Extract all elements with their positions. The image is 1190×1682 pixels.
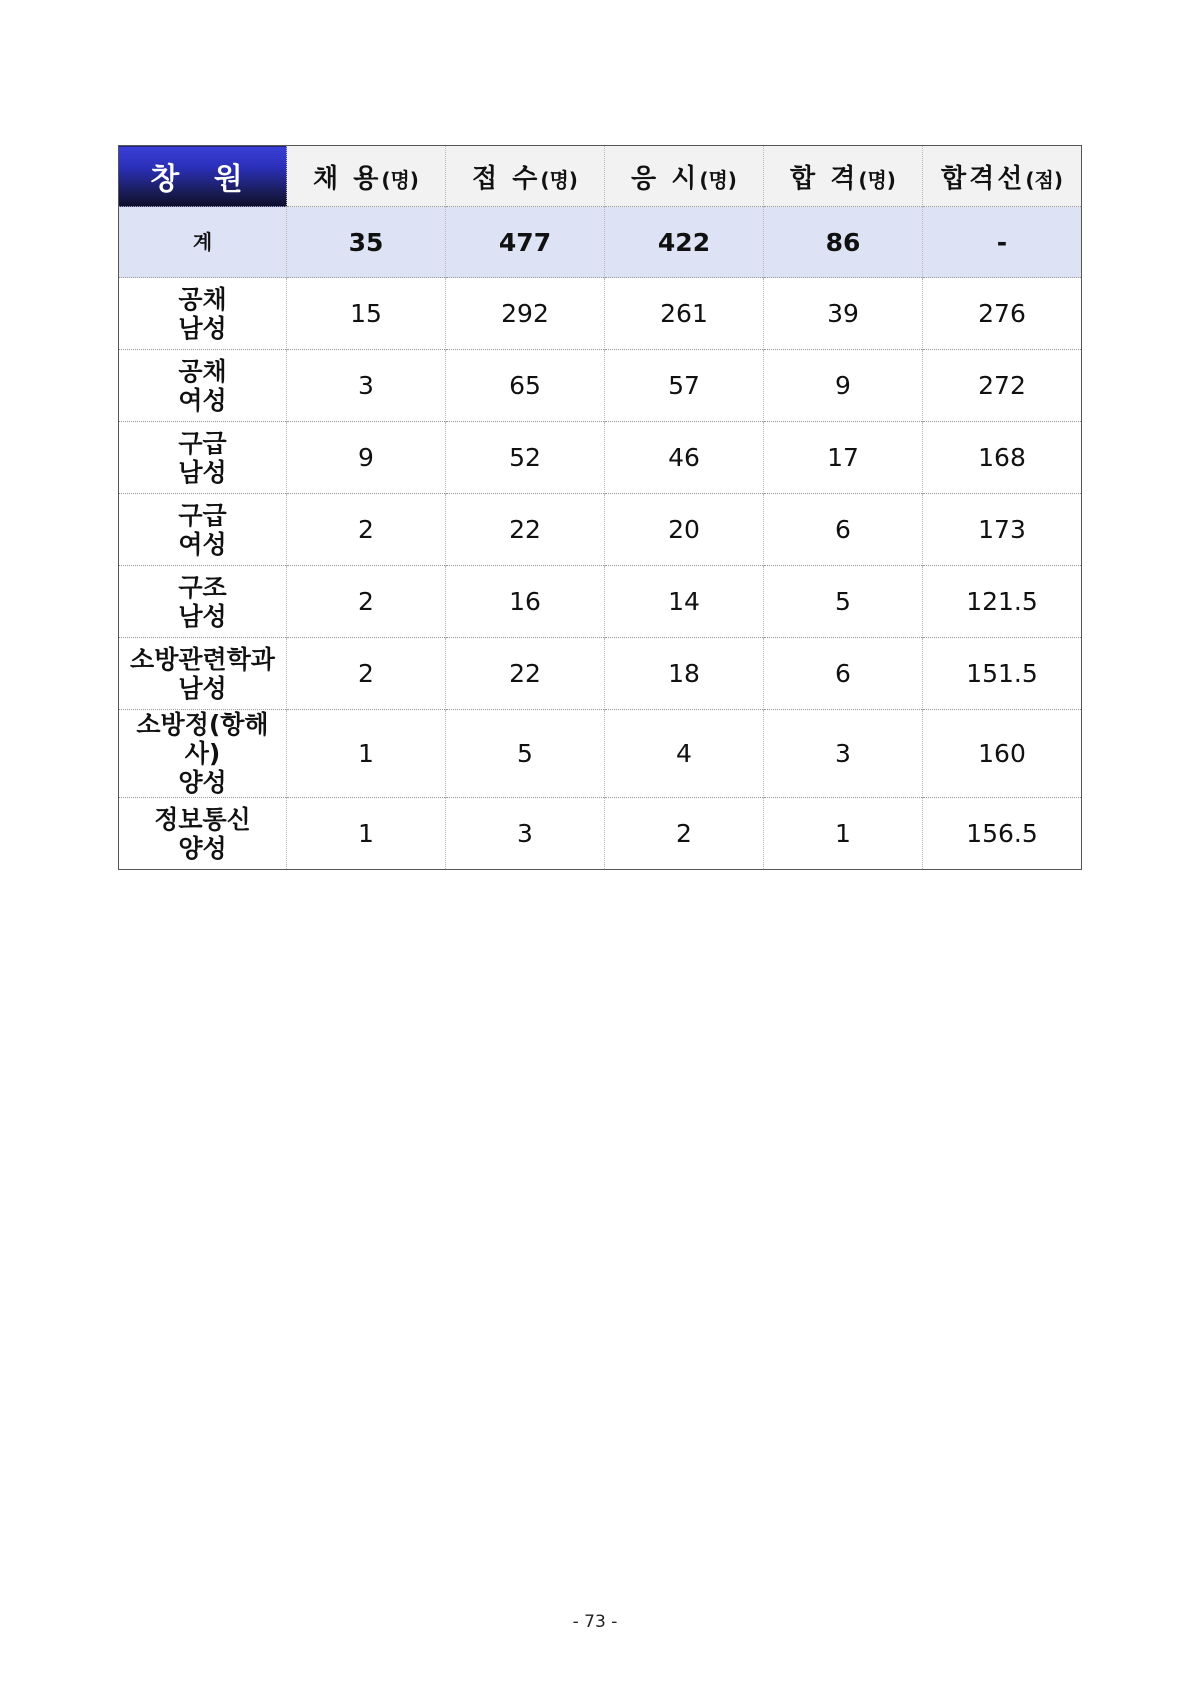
cell-hired: 2 (287, 566, 446, 638)
total-row (119, 207, 1082, 278)
cell-applied: 52 (446, 422, 605, 494)
cell-passed: 3 (764, 710, 923, 798)
table-row (119, 638, 1082, 710)
header-region: 창 원 (119, 146, 287, 207)
row-label-line: 여성 (178, 529, 227, 559)
cell-applied: 65 (446, 350, 605, 422)
cell-cutoff: 121.5 (923, 566, 1082, 638)
cell-cutoff: 168 (923, 422, 1082, 494)
table-row (119, 798, 1082, 870)
cell-hired: 1 (287, 798, 446, 870)
row-label-line: 소방관련학과 (130, 644, 275, 674)
row-label-line: 구급 (178, 428, 227, 458)
row-label (119, 566, 287, 638)
cell-cutoff: 151.5 (923, 638, 1082, 710)
cell-passed: 17 (764, 422, 923, 494)
recruitment-stats-table (118, 145, 1082, 870)
cell-cutoff: 173 (923, 494, 1082, 566)
header-row (119, 146, 1082, 207)
row-label-line: 공채 (178, 284, 227, 314)
row-label (119, 422, 287, 494)
cell-applied: 22 (446, 494, 605, 566)
cell-passed: 6 (764, 494, 923, 566)
row-label (119, 494, 287, 566)
header-cutoff: 합격선(점) (923, 146, 1082, 207)
row-label-line: 남성 (178, 313, 227, 343)
table-row (119, 350, 1082, 422)
table-row (119, 278, 1082, 350)
cell-passed: 9 (764, 350, 923, 422)
cell-passed: 5 (764, 566, 923, 638)
cell-passed: 6 (764, 638, 923, 710)
cell-examined: 2 (605, 798, 764, 870)
header-hired: 채 용(명) (287, 146, 446, 207)
cell-cutoff: 276 (923, 278, 1082, 350)
row-label-line: 정보통신 (154, 804, 251, 834)
row-label-line: 양성 (178, 768, 227, 797)
row-label-line: 양성 (178, 833, 227, 863)
cell-hired: 15 (287, 278, 446, 350)
cell-examined: 4 (605, 710, 764, 798)
row-label-line: 남성 (178, 601, 227, 631)
row-label (119, 350, 287, 422)
row-label-line: 공채 (178, 356, 227, 386)
cell-examined: 46 (605, 422, 764, 494)
cell-examined: 57 (605, 350, 764, 422)
cell-hired: 3 (287, 350, 446, 422)
cell-passed: 1 (764, 798, 923, 870)
row-label (119, 638, 287, 710)
cell-applied: 5 (446, 710, 605, 798)
cell-cutoff: 156.5 (923, 798, 1082, 870)
table-row (119, 422, 1082, 494)
cell-applied: 3 (446, 798, 605, 870)
table-row (119, 566, 1082, 638)
cell-hired: 2 (287, 494, 446, 566)
cell-applied: 16 (446, 566, 605, 638)
row-label (119, 710, 287, 798)
row-label-line: 남성 (178, 457, 227, 487)
header-applied: 접 수(명) (446, 146, 605, 207)
page-number: - 73 - (572, 1612, 618, 1632)
row-label-line: 구급 (178, 500, 227, 530)
cell-passed: 86 (764, 207, 923, 278)
cell-applied: 292 (446, 278, 605, 350)
row-label-line: 구조 (178, 572, 227, 602)
header-passed: 합 격(명) (764, 146, 923, 207)
table-row (119, 710, 1082, 798)
cell-hired: 35 (287, 207, 446, 278)
cell-passed: 39 (764, 278, 923, 350)
row-label: 계 (119, 207, 287, 278)
cell-applied: 22 (446, 638, 605, 710)
cell-applied: 477 (446, 207, 605, 278)
cell-examined: 261 (605, 278, 764, 350)
row-label (119, 278, 287, 350)
cell-examined: 422 (605, 207, 764, 278)
cell-hired: 1 (287, 710, 446, 798)
cell-examined: 18 (605, 638, 764, 710)
row-label (119, 798, 287, 870)
row-label-line: 여성 (178, 385, 227, 415)
cell-cutoff: 272 (923, 350, 1082, 422)
row-label-line: 남성 (178, 673, 227, 703)
cell-examined: 20 (605, 494, 764, 566)
cell-hired: 9 (287, 422, 446, 494)
table-row (119, 494, 1082, 566)
cell-hired: 2 (287, 638, 446, 710)
header-examined: 응 시(명) (605, 146, 764, 207)
cell-cutoff: - (923, 207, 1082, 278)
cell-examined: 14 (605, 566, 764, 638)
row-label-line: 소방정(항해사) (136, 710, 269, 768)
cell-cutoff: 160 (923, 710, 1082, 798)
